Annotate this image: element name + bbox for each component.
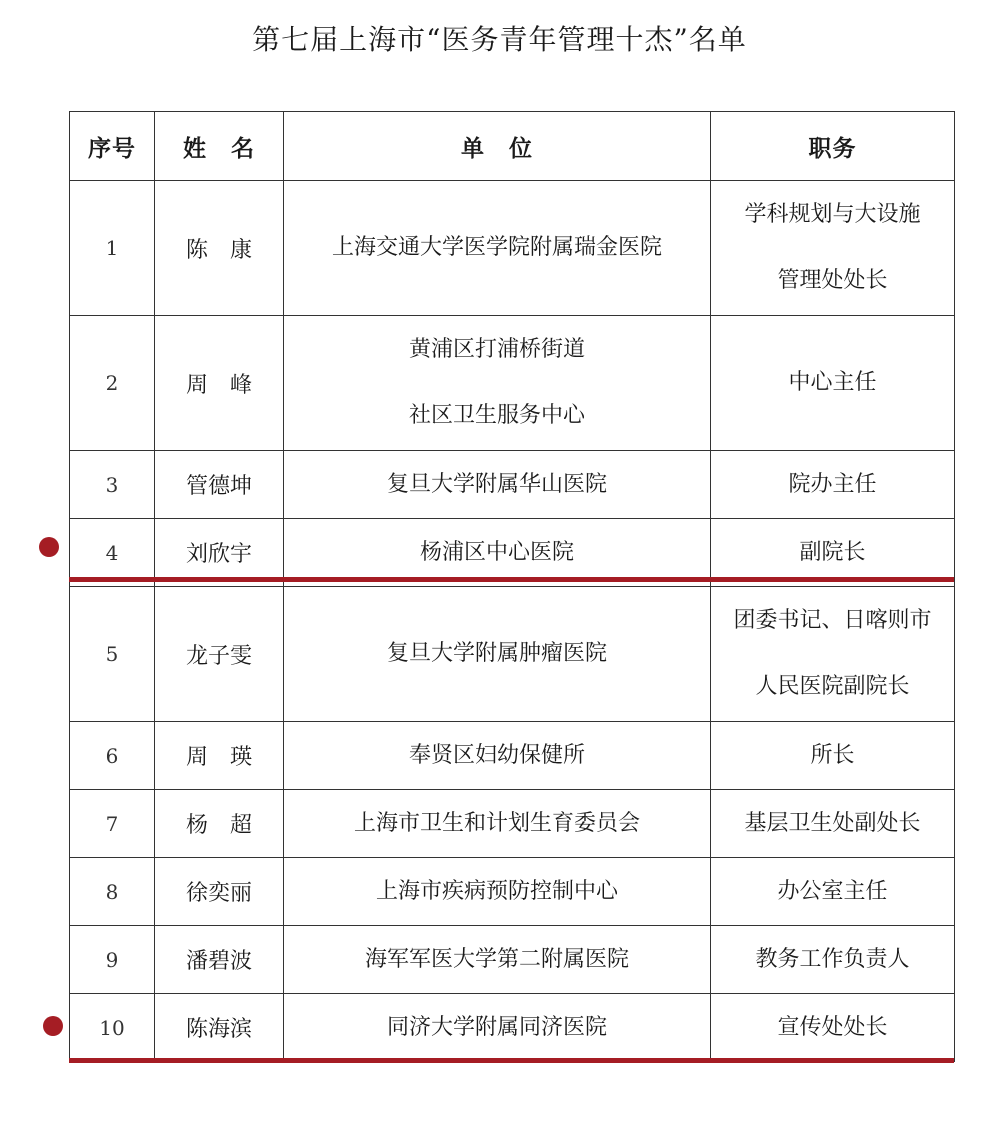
position-line: 中心主任 <box>788 370 877 395</box>
row-no: 6 <box>70 722 155 790</box>
unit-line: 上海交通大学医学院附属瑞金医院 <box>331 235 662 260</box>
row-no: 8 <box>70 858 155 926</box>
unit-line: 同济大学附属同济医院 <box>386 1014 607 1040</box>
row-no: 3 <box>70 451 155 519</box>
unit-line: 黄浦区打浦桥街道 <box>408 337 585 362</box>
row-name: 龙子雯 <box>155 587 284 722</box>
section-separator-line <box>69 577 954 582</box>
row-name: 潘碧波 <box>155 926 284 994</box>
position-line: 人民医院副院长 <box>755 674 910 699</box>
row-name: 徐奕丽 <box>155 858 284 926</box>
position-line: 办公室主任 <box>777 878 888 904</box>
row-position <box>711 181 955 316</box>
row-name: 管德坤 <box>155 451 284 519</box>
header-no: 序号 <box>70 112 155 181</box>
unit-line: 杨浦区中心医院 <box>419 539 574 565</box>
marker-dot-icon <box>39 537 59 557</box>
row-position <box>711 316 955 451</box>
table-row <box>70 451 955 519</box>
row-unit <box>284 994 711 1062</box>
row-name: 陈海滨 <box>155 994 284 1062</box>
row-position <box>711 858 955 926</box>
position-line: 教务工作负责人 <box>755 946 910 972</box>
header-position: 职务 <box>711 112 955 181</box>
row-unit <box>284 722 711 790</box>
row-unit <box>284 926 711 994</box>
position-line: 副院长 <box>799 539 866 565</box>
unit-line: 复旦大学附属肿瘤医院 <box>386 641 607 666</box>
header-name: 姓 名 <box>155 112 284 181</box>
row-unit <box>284 451 711 519</box>
row-position <box>711 926 955 994</box>
row-position <box>711 451 955 519</box>
table-row <box>70 858 955 926</box>
row-name: 周 瑛 <box>155 722 284 790</box>
unit-line: 海军军医大学第二附属医院 <box>364 946 629 972</box>
row-name: 陈 康 <box>155 181 284 316</box>
row-unit <box>284 858 711 926</box>
table-row <box>70 722 955 790</box>
row-no: 9 <box>70 926 155 994</box>
unit-line: 社区卫生服务中心 <box>408 403 585 428</box>
row-position <box>711 587 955 722</box>
position-line: 宣传处处长 <box>777 1014 888 1040</box>
position-line: 院办主任 <box>788 471 877 497</box>
row-name: 周 峰 <box>155 316 284 451</box>
row-position <box>711 790 955 858</box>
bottom-separator-line <box>69 1058 954 1063</box>
position-line: 所长 <box>810 742 855 768</box>
row-position <box>711 722 955 790</box>
unit-line: 上海市卫生和计划生育委员会 <box>353 810 640 836</box>
row-unit <box>284 790 711 858</box>
row-name: 刘欣宇 <box>155 519 284 587</box>
row-unit <box>284 316 711 451</box>
row-unit <box>284 587 711 722</box>
table-row <box>70 790 955 858</box>
row-no: 2 <box>70 316 155 451</box>
table-header-row <box>70 112 955 181</box>
name-list-table <box>69 111 955 1062</box>
row-name: 杨 超 <box>155 790 284 858</box>
table-row <box>70 587 955 722</box>
table-row <box>70 926 955 994</box>
row-no: 1 <box>70 181 155 316</box>
row-no: 4 <box>70 519 155 587</box>
position-line: 管理处处长 <box>777 268 888 293</box>
table-row <box>70 316 955 451</box>
unit-line: 奉贤区妇幼保健所 <box>408 742 585 768</box>
unit-line: 复旦大学附属华山医院 <box>386 471 607 497</box>
row-no: 7 <box>70 790 155 858</box>
header-unit: 单 位 <box>284 112 711 181</box>
row-no: 5 <box>70 587 155 722</box>
page-title: 第七届上海市“医务青年管理十杰”名单 <box>252 23 747 56</box>
position-line: 学科规划与大设施 <box>744 202 921 227</box>
position-line: 团委书记、日喀则市 <box>733 608 932 633</box>
table-row <box>70 994 955 1062</box>
row-no: 10 <box>70 994 155 1062</box>
marker-dot-icon <box>43 1016 63 1036</box>
unit-line: 上海市疾病预防控制中心 <box>375 878 618 904</box>
row-position <box>711 994 955 1062</box>
row-unit <box>284 181 711 316</box>
position-line: 基层卫生处副处长 <box>744 810 921 836</box>
table-row <box>70 181 955 316</box>
